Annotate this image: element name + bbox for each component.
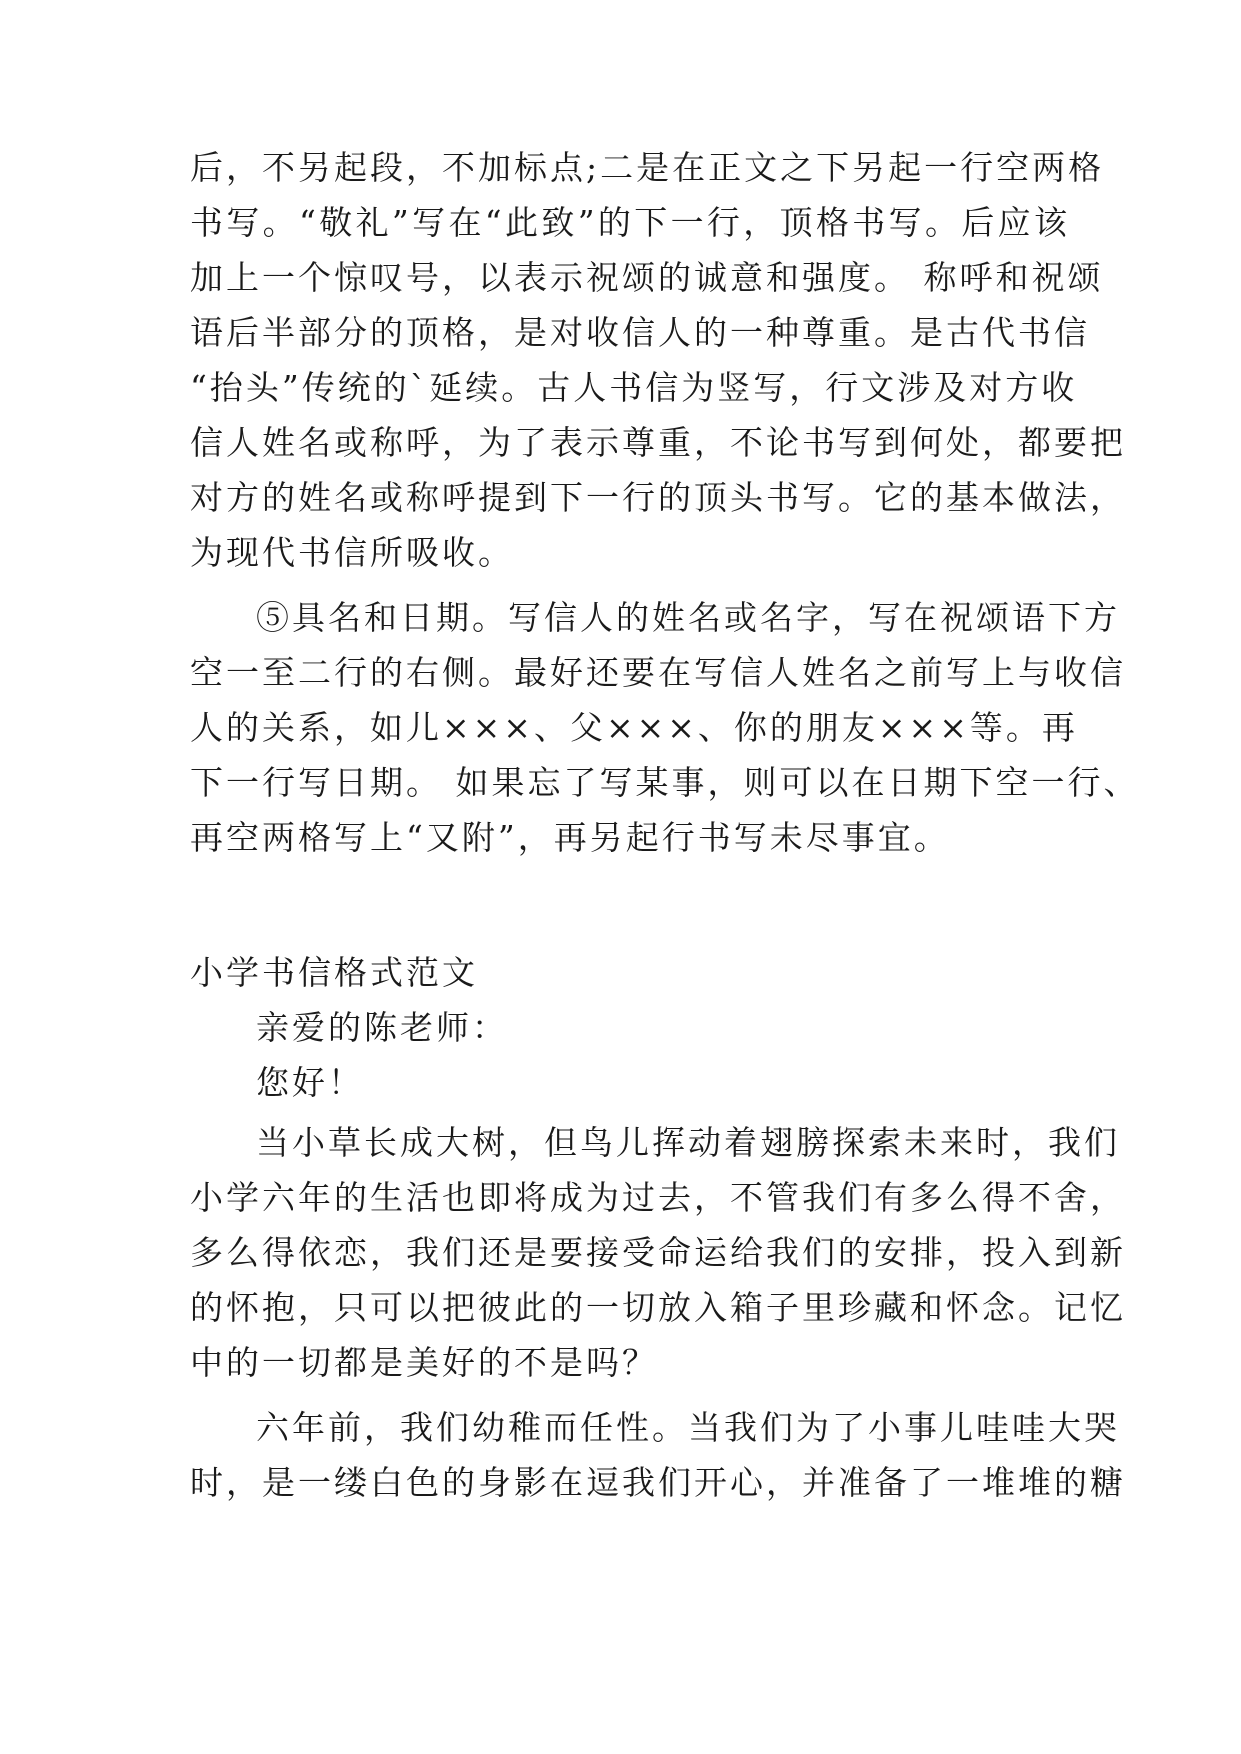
text-line: 对方的姓名或称呼提到下一行的顶头书写。它的基本做法， [190,478,1126,517]
text-line: 中的一切都是美好的不是吗？ [190,1343,658,1382]
text-line: 语后半部分的顶格，是对收信人的一种尊重。是古代书信 [190,313,1090,352]
text-line: 的怀抱，只可以把彼此的一切放入箱子里珍藏和怀念。记忆 [190,1288,1126,1327]
text-line: 加上一个惊叹号，以表示祝颂的诚意和强度。 称呼和祝颂 [190,258,1104,297]
text-line: 当小草长成大树，但鸟儿挥动着翅膀探索未来时，我们 [256,1123,1120,1162]
text-line: 再空两格写上“又附”，再另起行书写未尽事宜。 [190,818,950,857]
text-line: 人的关系，如儿×××、父×××、你的朋友×××等。再 [190,708,1078,747]
text-line: 信人姓名或称呼，为了表示尊重，不论书写到何处，都要把 [190,423,1126,462]
letter-greeting: 您好！ [256,1063,364,1102]
text-line: 下一行写日期。 如果忘了写某事，则可以在日期下空一行、 [190,763,1140,802]
text-line: 空一至二行的右侧。最好还要在写信人姓名之前写上与收信 [190,653,1126,692]
text-line: 后，不另起段，不加标点;二是在正文之下另起一行空两格 [190,148,1105,187]
text-line: ⑤具名和日期。写信人的姓名或名字，写在祝颂语下方 [256,598,1120,637]
text-line: 书写。“敬礼”写在“此致”的下一行，顶格书写。后应该 [190,203,1070,242]
section-title: 小学书信格式范文 [190,953,478,992]
letter-salutation: 亲爱的陈老师： [256,1008,508,1047]
text-line: 为现代书信所吸收。 [190,533,514,572]
text-line: 六年前，我们幼稚而任性。当我们为了小事儿哇哇大哭 [256,1408,1120,1447]
text-line: “抬头”传统的`延续。古人书信为竖写，行文涉及对方收 [190,368,1078,407]
text-line: 小学六年的生活也即将成为过去，不管我们有多么得不舍， [190,1178,1126,1217]
text-line: 时，是一缕白色的身影在逗我们开心，并准备了一堆堆的糖 [190,1463,1126,1502]
text-line: 多么得依恋，我们还是要接受命运给我们的安排，投入到新 [190,1233,1126,1272]
